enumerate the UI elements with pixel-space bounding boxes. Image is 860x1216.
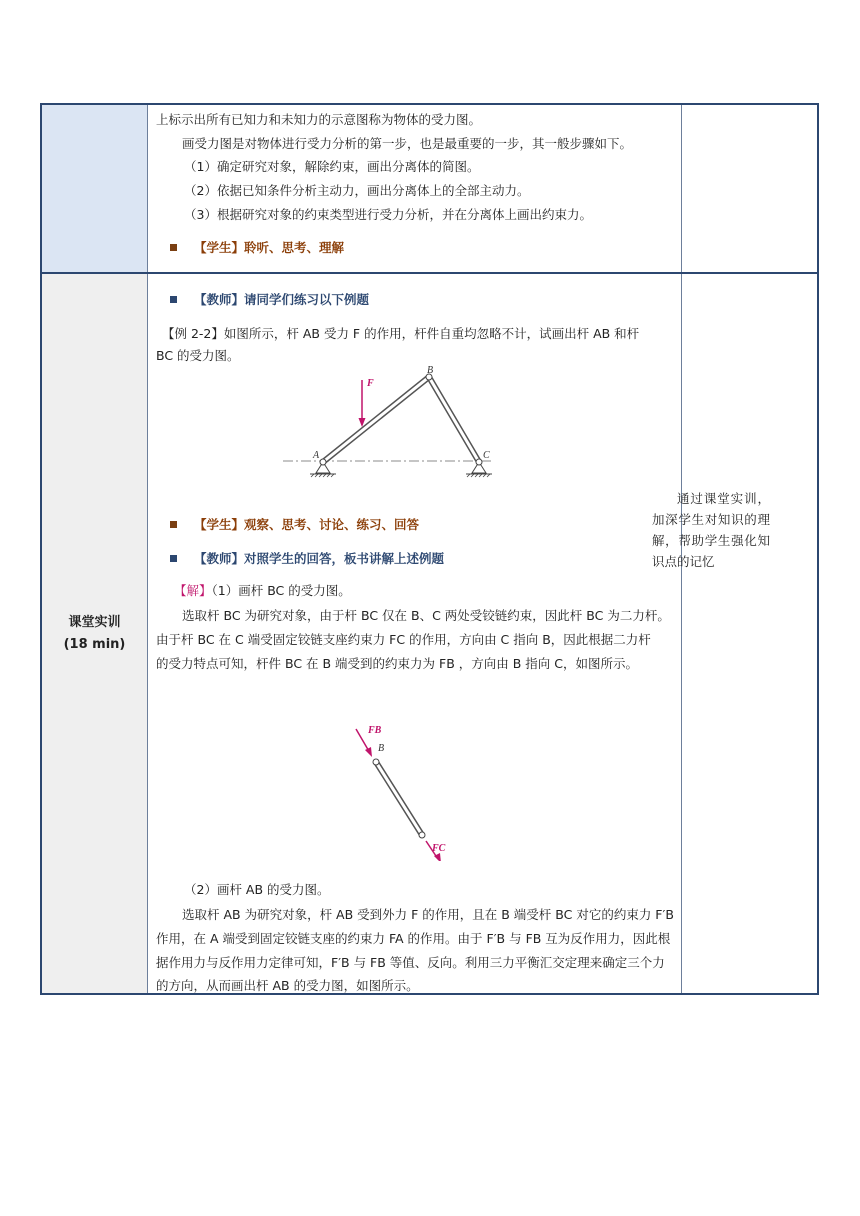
step-item: （2）依据已知条件分析主动力，画出分离体上的全部主动力。 bbox=[184, 183, 530, 198]
table-row bbox=[42, 274, 817, 993]
paragraph: 上标示出所有已知力和未知力的示意图称为物体的受力图。 bbox=[156, 112, 482, 127]
paragraph: 的方向，从而画出杆 AB 的受力图，如图所示。 bbox=[156, 978, 419, 993]
support-c bbox=[466, 459, 492, 477]
label-fb: FB bbox=[368, 725, 382, 736]
bullet-icon bbox=[170, 244, 177, 251]
side-cell bbox=[42, 105, 148, 272]
section-duration: (18 min) bbox=[63, 637, 126, 652]
bc-free-body-figure bbox=[348, 721, 458, 861]
bullet-icon bbox=[170, 555, 177, 562]
joint-c bbox=[419, 832, 425, 838]
label-fc: FC bbox=[432, 843, 446, 854]
paragraph: 选取杆 AB 为研究对象，杆 AB 受到外力 F 的作用，且在 B 端受杆 BC 对它的约束力 F′B bbox=[182, 907, 674, 922]
table-row bbox=[42, 105, 817, 274]
example-text: 【例 2-2】如图所示，杆 AB 受力 F 的作用，杆件自重均忽略不计，试画出杆 AB 和杆 bbox=[162, 326, 640, 341]
section-title: 课堂实训 bbox=[68, 615, 121, 630]
paragraph: 的受力特点可知，杆件 BC 在 B 端受到的约束力为 FB ，方向由 B 指向 C，如图所示。 bbox=[156, 656, 638, 671]
paragraph: 画受力图是对物体进行受力分析的第一步，也是最重要的一步，其一般步骤如下。 bbox=[182, 136, 633, 151]
step-item: （3）根据研究对象的约束类型进行受力分析，并在分离体上画出约束力。 bbox=[184, 207, 592, 222]
truss-figure bbox=[283, 366, 493, 478]
solution-heading bbox=[174, 582, 351, 600]
example-text: BC 的受力图。 bbox=[156, 348, 240, 363]
bullet-icon bbox=[170, 521, 177, 528]
student-activity-label: 【学生】观察、思考、讨论、练习、回答 bbox=[194, 517, 420, 532]
label-b: B bbox=[427, 366, 434, 376]
label-a: A bbox=[313, 450, 320, 461]
paragraph: 作用，在 A 端受到固定铰链支座的约束力 FA 的作用。由于 F′B 与 FB 互为反作用力，因此根 bbox=[156, 931, 671, 946]
label-b: B bbox=[378, 743, 385, 754]
paragraph: 选取杆 BC 为研究对象，由于杆 BC 仅在 B、C 两处受铰链约束，因此杆 BC 为二力杆。 bbox=[182, 608, 670, 623]
teacher-activity-label: 【教师】请同学们练习以下例题 bbox=[194, 292, 370, 307]
paragraph: 由于杆 BC 在 C 端受固定铰链支座约束力 FC 的作用，方向由 C 指向 B，因此根据二力杆 bbox=[156, 632, 651, 647]
content-cell bbox=[148, 105, 682, 272]
content-cell bbox=[148, 274, 682, 993]
label-f: F bbox=[367, 378, 374, 389]
note-cell bbox=[682, 274, 817, 993]
teaching-note: 通过课堂实训，加深学生对知识的理解，帮助学生强化知识点的记忆 bbox=[652, 491, 770, 569]
student-activity-label: 【学生】聆听、思考、理解 bbox=[194, 240, 345, 255]
label-c: C bbox=[483, 450, 490, 461]
note-cell bbox=[682, 105, 817, 272]
part-title: （2）画杆 AB 的受力图。 bbox=[184, 882, 330, 897]
solution-title: （1）画杆 BC 的受力图。 bbox=[211, 583, 351, 598]
step-item: （1）确定研究对象，解除约束，画出分离体的简图。 bbox=[184, 159, 480, 174]
support-a bbox=[310, 459, 336, 477]
solution-tag: 【解】 bbox=[174, 583, 212, 598]
side-cell bbox=[42, 274, 148, 993]
teacher-activity-label: 【教师】对照学生的回答，板书讲解上述例题 bbox=[194, 551, 445, 566]
paragraph: 据作用力与反作用力定律可知，F′B 与 FB 等值、反向。利用三力平衡汇交定理来确定三个力 bbox=[156, 955, 665, 970]
bullet-icon bbox=[170, 296, 177, 303]
joint-b bbox=[373, 759, 379, 765]
